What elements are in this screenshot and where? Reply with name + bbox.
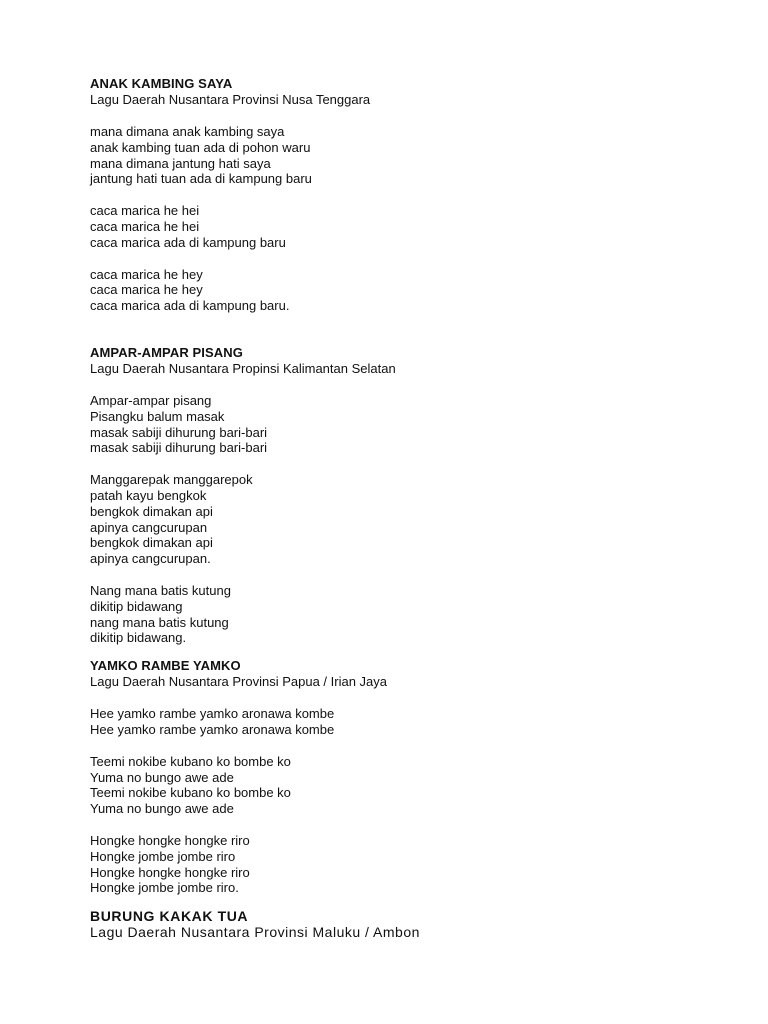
lyric-line: Yuma no bungo awe ade <box>90 769 234 785</box>
song-title: ANAK KAMBING SAYA <box>90 76 233 91</box>
document-page <box>90 76 730 940</box>
lyric-line: caca marica ada di kampung baru <box>90 234 286 250</box>
lyric-line: dikitip bidawang. <box>90 630 187 646</box>
lyric-line: caca marica he hei <box>90 203 200 219</box>
lyric-line: Teemi nokibe kubano ko bombe ko <box>90 753 291 769</box>
song-title: YAMKO RAMBE YAMKO <box>90 658 241 674</box>
lyric-line: mana dimana jantung hati saya <box>90 155 271 171</box>
lyric-line: Pisangku balum masak <box>90 408 225 424</box>
song-title: AMPAR-AMPAR PISANG <box>90 344 243 360</box>
stanza <box>90 754 730 817</box>
lyric-line: Hee yamko rambe yamko aronawa kombe <box>90 706 335 722</box>
lyric-line: apinya cangcurupan. <box>90 551 211 567</box>
lyric-line: caca marica he hey <box>90 282 203 298</box>
stanza <box>90 583 730 646</box>
song-burung-kakak-tua <box>90 908 730 940</box>
lyric-line: Manggarepak manggarepok <box>90 472 253 488</box>
lyric-line: Yuma no bungo awe ade <box>90 801 234 817</box>
lyric-line: apinya cangcurupan <box>90 519 208 535</box>
lyric-line: nang mana batis kutung <box>90 614 229 630</box>
lyric-line: bengkok dimakan api <box>90 535 213 551</box>
lyric-line: Nang mana batis kutung <box>90 582 231 598</box>
lyric-line: anak kambing tuan ada di pohon waru <box>90 139 311 155</box>
lyric-line: Teemi nokibe kubano ko bombe ko <box>90 785 291 801</box>
lyric-line: caca marica he hei <box>90 218 200 234</box>
lyric-line: masak sabiji dihurung bari-bari <box>90 424 268 440</box>
song-ampar-ampar-pisang <box>90 345 730 646</box>
lyric-line: patah kayu bengkok <box>90 487 207 503</box>
song-subtitle: Lagu Daerah Nusantara Provinsi Nusa Tenggara <box>90 92 371 107</box>
stanza <box>90 393 730 456</box>
lyric-line: Hongke jombe jombe riro <box>90 848 236 864</box>
stanza <box>90 124 730 187</box>
lyric-line: Hongke hongke hongke riro <box>90 864 250 880</box>
lyric-line: Hongke hongke hongke riro <box>90 832 250 848</box>
song-yamko-rambe-yamko <box>90 658 730 896</box>
stanza <box>90 833 730 896</box>
stanza <box>90 203 730 250</box>
lyric-line: Hongke jombe jombe riro. <box>90 880 239 896</box>
song-subtitle: Lagu Daerah Nusantara Provinsi Papua / Irian Jaya <box>90 674 388 690</box>
lyric-line: Ampar-ampar pisang <box>90 392 212 408</box>
lyric-line: bengkok dimakan api <box>90 503 213 519</box>
stanza <box>90 267 730 314</box>
song-title: BURUNG KAKAK TUA <box>90 908 249 925</box>
song-anak-kambing-saya <box>90 76 730 314</box>
song-subtitle: Lagu Daerah Nusantara Propinsi Kalimantan Selatan <box>90 360 396 376</box>
stanza <box>90 706 730 738</box>
lyric-line: caca marica he hey <box>90 266 203 282</box>
song-subtitle: Lagu Daerah Nusantara Provinsi Maluku / Ambon <box>90 924 420 941</box>
lyric-line: mana dimana anak kambing saya <box>90 124 285 139</box>
lyric-line: Hee yamko rambe yamko aronawa kombe <box>90 721 335 737</box>
stanza <box>90 472 730 567</box>
lyric-line: jantung hati tuan ada di kampung baru <box>90 171 312 187</box>
lyric-line: dikitip bidawang <box>90 598 183 614</box>
lyric-line: caca marica ada di kampung baru. <box>90 298 290 314</box>
lyric-line: masak sabiji dihurung bari-bari <box>90 440 268 456</box>
